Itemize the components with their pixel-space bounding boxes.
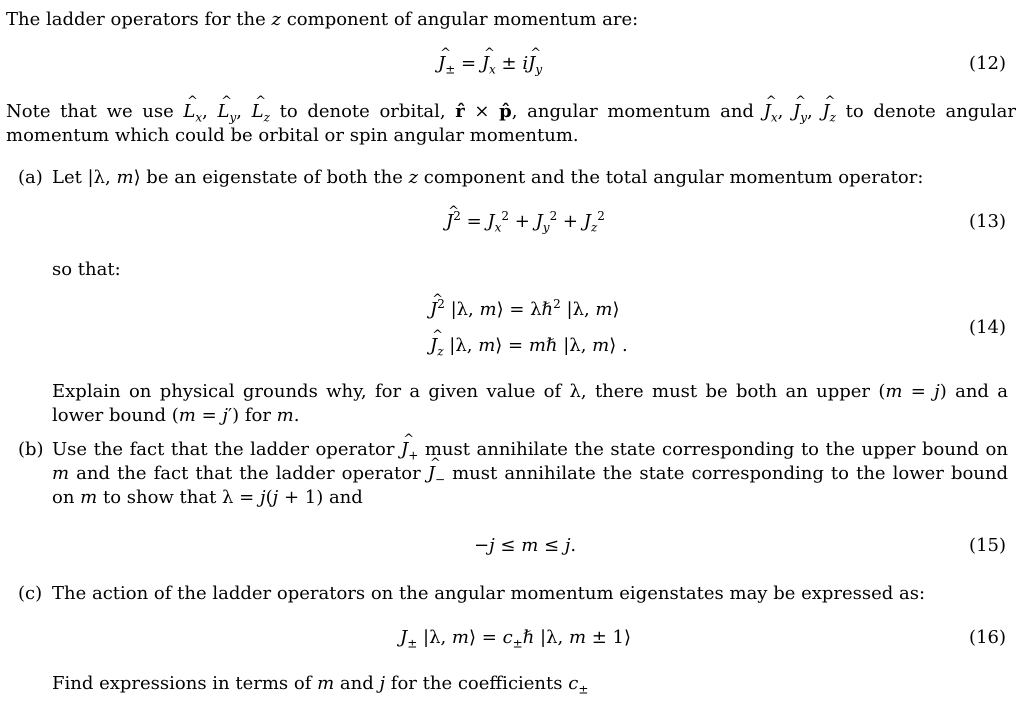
equation-14-tag: (14) bbox=[969, 317, 1006, 338]
so-that-text: so that: bbox=[52, 259, 121, 280]
part-a-label: (a) bbox=[18, 167, 43, 188]
note-paragraph: Note that we use L $\^{}_x$, L $\^{}_y$, L $\^{}_z$ to denote orbital, r̂ × p̂, angular momentum and J $\^{}_x$, J $\^{}_y$, J $\^{}_z$ to denote angular momentum which could be orbital or spin angular momentum. bbox=[6, 100, 1016, 148]
equation-12: J $\^{}_\pm = J$ $\^{}_x$ ± iJ $\^{}_y$ bbox=[438, 52, 542, 76]
equation-16: $J_\pm$ |λ, m⟩ = $c_\pm\hbar$ |λ, m ± 1⟩ bbox=[400, 627, 632, 651]
equation-15: −j ≤ m ≤ j. bbox=[474, 535, 577, 556]
equation-13: J ^$^2$ = $J_x^2 + J_y^2 + J_z^2$ bbox=[446, 210, 605, 234]
equation-16-tag: (16) bbox=[969, 627, 1006, 648]
equation-12-tag: (12) bbox=[969, 53, 1006, 74]
part-b-text: Use the fact that the ladder operator J $\^{}_+$ must annihilate the state corresponding to the upper bound on m and the fact that the ladder operator J $\^{}_-$ must annihilate the state corresponding to the lower bound on m to show that λ = j(j + 1) and bbox=[52, 438, 1008, 510]
part-c-text: The action of the ladder operators on the angular momentum eigenstates may be expressed as: bbox=[52, 583, 926, 604]
part-a-explain: Explain on physical grounds why, for a given value of λ, there must be both an upper (m = j) and a lower bound (m = j′) for m. bbox=[52, 381, 1008, 426]
part-a-text: Let |λ, m⟩ be an eigenstate of both the z component and the total angular momentum operator: bbox=[52, 167, 924, 188]
equation-14-line1: J ^$^2$ |λ, m⟩ = λℏ$^2$ |λ, m⟩ bbox=[430, 298, 620, 322]
equation-13-tag: (13) bbox=[969, 211, 1006, 232]
intro-line: The ladder operators for the z component of angular momentum are: bbox=[6, 9, 639, 30]
part-c-label: (c) bbox=[18, 583, 43, 604]
part-b-label: (b) bbox=[18, 439, 44, 460]
part-c-find: Find expressions in terms of m and j for the coefficients $c_\pm$ bbox=[52, 673, 589, 697]
equation-15-tag: (15) bbox=[969, 535, 1006, 556]
equation-14-line2: J $\^{}_z$ |λ, m⟩ = mℏ |λ, m⟩ . bbox=[430, 334, 628, 358]
